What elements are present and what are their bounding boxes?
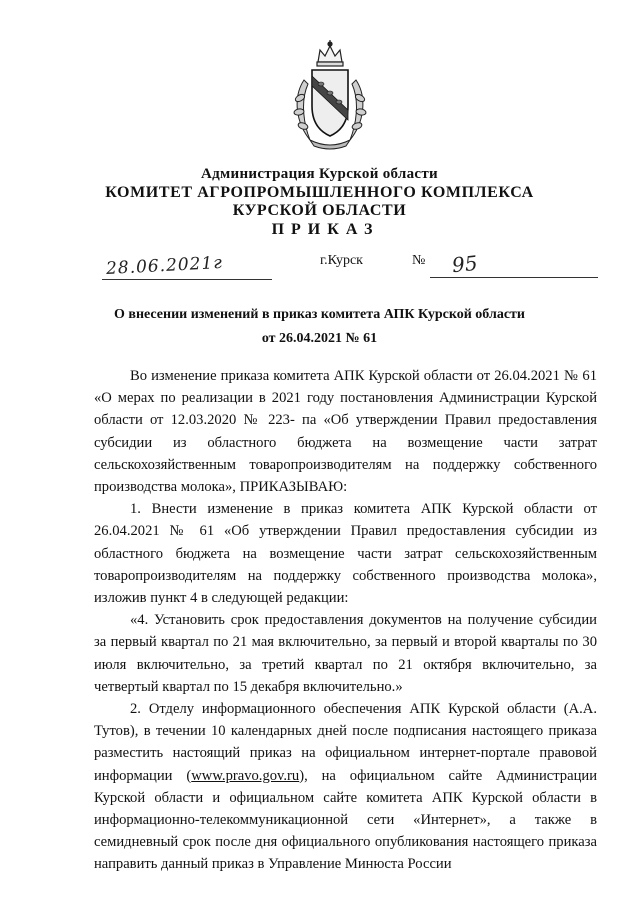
order-title-ref: от 26.04.2021 № 61 bbox=[261, 331, 378, 346]
clause-4-quote-paragraph: «4. Установить срок предоставления документов на получение субсидии за первый квартал по 21 мая включительно, за первый и второй кварталы по 30 июля включительно, за третий квартал по 21 октября включительно, за четвертый квартал по 15 декабря включительно.» bbox=[94, 612, 597, 695]
coat-of-arms-emblem bbox=[290, 40, 370, 152]
committee-region: КУРСКОЙ ОБЛАСТИ bbox=[232, 202, 407, 219]
number-label: № bbox=[412, 253, 426, 268]
clause-2-text-end: ), на официальном сайте Администрации Курской области и официальном сайте комитета АПК Курской области в информационно-телекоммуникационной сети «Интернет», а также в семидневный срок после дня официального опубликования настоящего приказа направить данный приказ в Управление Минюста России bbox=[94, 767, 597, 873]
preamble-paragraph: Во изменение приказа комитета АПК Курской области от 26.04.2021 № 61 «О мерах по реализации в 2021 году постановления Администрации Курской области от 12.03.2020 № 223- па «Об утверждении Правил предоставления субсидии из областного бюджета на возмещение части затрат сельскохозяйственным товаропроизводителям на поддержку собственного производства молока», ПРИКАЗЫВАЮ: bbox=[94, 368, 597, 496]
clause-1-paragraph: 1. Внести изменение в приказ комитета АПК Курской области от 26.04.2021 № 61 «Об утверждении Правил предоставления субсидии из областного бюджета на возмещение части затрат сельскохозяйственным товаропроизводителям на поддержку собственного производства молока», изложив пункт 4 в следующей редакции: bbox=[94, 501, 597, 607]
clause-2-paragraph bbox=[94, 698, 597, 876]
date-underline bbox=[102, 279, 272, 280]
document-type: ПРИКАЗ bbox=[271, 221, 380, 238]
administration-name: Администрация Курской области bbox=[200, 166, 439, 182]
city-label: г.Курск bbox=[320, 253, 363, 268]
number-underline bbox=[430, 277, 598, 278]
handwritten-number: 95 bbox=[450, 250, 479, 278]
clause-2-text-start: 2. Отделу информационного обеспечения АПК Курской области (А.А. Тутов), в течении 10 календарных дней после подписания настоящего приказа разместить настоящий приказ на официальном интернет-портале правовой информации ( bbox=[94, 701, 597, 784]
crown-icon bbox=[317, 40, 343, 66]
pravo-link[interactable]: www.pravo.gov.ru bbox=[191, 767, 300, 784]
handwritten-date: 28.06.2021г bbox=[105, 252, 224, 280]
order-title: О внесении изменений в приказ комитета АПК Курской области bbox=[114, 307, 525, 322]
order-body bbox=[94, 365, 597, 876]
committee-name: КОМИТЕТ АГРОПРОМЫШЛЕННОГО КОМПЛЕКСА bbox=[105, 184, 534, 201]
ribbon-icon bbox=[310, 140, 350, 149]
